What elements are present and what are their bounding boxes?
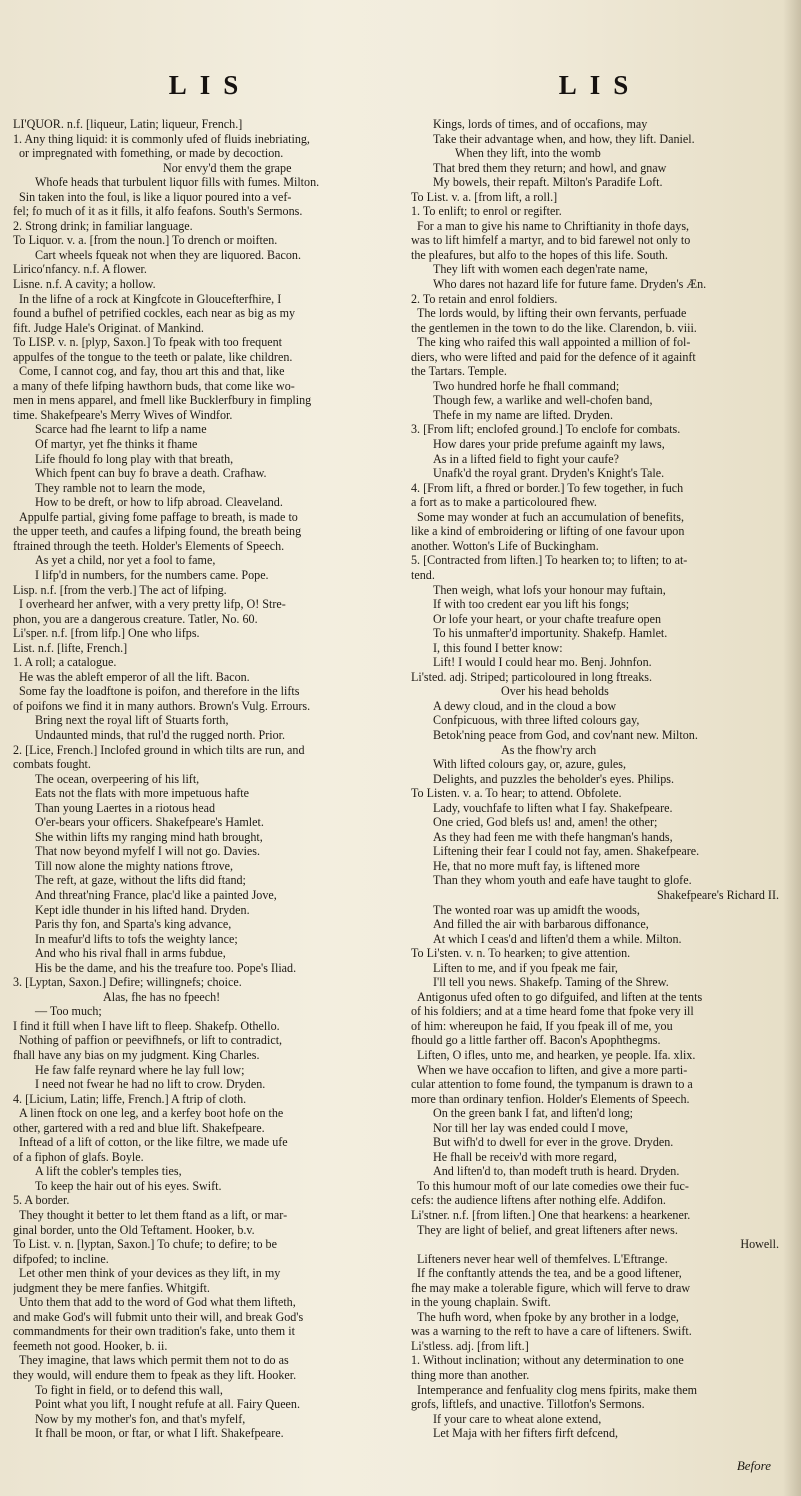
text-line: To LISP. v. n. [ƿlyƿ, Saxon.] To fpeak with too frequent <box>13 335 283 350</box>
text-line: fel; fo much of it as it fills, it alfo feafons. South's Sermons. <box>13 204 303 219</box>
text-line: To his unmafter'd importunity. Shakefp. Hamlet. <box>433 626 668 641</box>
text-line: It fhall be moon, or ftar, or what I lift. Shakefpeare. <box>35 1426 284 1441</box>
text-line: was a warning to the reft to have a care of lifteners. Swift. <box>411 1324 692 1339</box>
text-line: I'll tell you news. Shakefp. Taming of the Shrew. <box>433 975 669 990</box>
text-line: the Tartars. Temple. <box>411 364 507 379</box>
text-line: and make God's will fubmit unto their will, and break God's <box>13 1309 304 1324</box>
text-line: Let Maja with her fifters firft defcend, <box>433 1426 619 1441</box>
text-line: The hufh word, when fpoke by any brother in a lodge, <box>417 1309 679 1324</box>
text-line: Nor envy'd them the grape <box>163 160 292 175</box>
text-line: Antigonus ufed often to go difguifed, and liften at the tents <box>417 989 703 1004</box>
text-line: They lift with women each degen'rate name, <box>433 262 648 277</box>
text-line: of a fiphon of glafs. Boyle. <box>13 1149 144 1164</box>
text-line: His be the dame, and his the treafure too. Pope's Iliad. <box>35 960 297 975</box>
text-line: To this humour moft of our late comedies owe their fuc- <box>417 1178 689 1193</box>
text-line: Confpicuous, with three lifted colours gay, <box>433 713 640 728</box>
text-line: fhe may make a tolerable figure, which will ferve to draw <box>411 1280 691 1295</box>
text-line: Inftead of a lift of cotton, or the like filtre, we made ufe <box>19 1135 288 1150</box>
text-line: Cart wheels fqueak not when they are liquored. Bacon. <box>35 247 301 262</box>
text-line: phon, you are a dangerous creature. Tatler, No. 60. <box>13 611 258 626</box>
text-line: Till now alone the mighty nations ftrove, <box>35 858 234 873</box>
text-line: Liricoʹnfancy. n.f. A flower. <box>13 262 147 277</box>
text-line: another. Wotton's Life of Buckingham. <box>411 538 599 553</box>
text-line: of poifons we find it in many authors. Brown's Vulg. Errours. <box>13 698 311 713</box>
left-column <box>13 117 393 1467</box>
text-line: Of martyr, yet fhe thinks it fhame <box>35 437 198 452</box>
text-line: time. Shakefpeare's Merry Wives of Windfor. <box>13 407 233 422</box>
text-line: Howell. <box>740 1237 779 1252</box>
text-line: Than young Laertes in a riotous head <box>35 800 216 815</box>
text-line: Li'sper. n.f. [from lifp.] One who lifps. <box>13 626 200 641</box>
text-line: Then weigh, what lofs your honour may fuftain, <box>433 582 666 597</box>
text-line: Kings, lords of times, and of occafions, may <box>433 117 648 131</box>
text-line: I, this found I better know: <box>433 640 563 655</box>
text-line: 5. A border. <box>13 1193 70 1208</box>
text-line: Nothing of paffion or peevifhnefs, or lift to contradict, <box>19 1033 283 1048</box>
text-line: found a bufhel of petrified cockles, each near as big as my <box>13 306 296 321</box>
text-line: As in a lifted field to fight your caufe? <box>433 451 620 466</box>
text-line: Unto them that add to the word of God what them lifteth, <box>19 1295 296 1310</box>
text-line: The king who raifed this wall appointed a million of fol- <box>417 335 691 350</box>
text-line: 4. [Licium, Latin; liffe, French.] A ftrip of cloth. <box>13 1091 247 1106</box>
text-line: commandments for their own tradition's fake, unto them it <box>13 1324 295 1339</box>
text-line: Scarce had fhe learnt to lifp a name <box>35 422 207 437</box>
text-line: 1. Without inclination; without any determination to one <box>411 1353 684 1368</box>
text-line: He, that no more muft fay, is liftened more <box>433 858 640 873</box>
text-line: combats fought. <box>13 757 91 772</box>
running-header-right: LIS <box>558 70 642 100</box>
text-line: Who dares not hazard life for future fame. Dryden's Æn. <box>433 277 707 292</box>
text-line: Sin taken into the foul, is like a liquor poured into a vef- <box>19 189 292 204</box>
text-line: more than ordinary tenfion. Holder's Elements of Speech. <box>411 1091 690 1106</box>
text-line: And who his rival fhall in arms fubdue, <box>35 946 226 961</box>
text-line: Now by my mother's fon, and that's myfelf, <box>35 1411 246 1426</box>
text-line: Lady, vouchfafe to liften what I fay. Shakefpeare. <box>433 800 673 815</box>
text-line: O'er-bears your officers. Shakefpeare's Hamlet. <box>35 815 264 830</box>
text-line: He faw falfe reynard where he lay full low; <box>35 1062 245 1077</box>
text-line: Take their advantage when, and how, they lift. Daniel. <box>433 131 695 146</box>
text-line: They are light of belief, and great lifteners after news. <box>417 1222 678 1237</box>
text-line: The reft, at gaze, without the lifts did ftand; <box>35 873 246 888</box>
text-line: Delights, and puzzles the beholder's eyes. Philips. <box>433 771 674 786</box>
text-line: Betok'ning peace from God, and cov'nant new. Milton. <box>433 727 698 742</box>
text-line: Bring next the royal lift of Stuarts forth, <box>35 713 229 728</box>
text-line: Over his head beholds <box>501 684 609 699</box>
text-line: If your care to wheat alone extend, <box>433 1411 602 1426</box>
text-line: cefs: the audience liftens after nothing elfe. Addifon. <box>411 1193 666 1208</box>
text-line: To Li'sten. v. n. To hearken; to give attention. <box>411 946 631 961</box>
text-line: With lifted colours gay, or, azure, gules, <box>433 757 627 772</box>
text-line: Lift! I would I could hear mo. Benj. Johnfon. <box>433 655 652 670</box>
text-line: But wifh'd to dwell for ever in the grove. Dryden. <box>433 1135 674 1150</box>
text-line: the upper teeth, and caufes a lifping found, the breath being <box>13 524 302 539</box>
text-line: thing more than another. <box>411 1368 530 1383</box>
text-line: 1. A roll; a catalogue. <box>13 655 117 670</box>
text-line: Which fpent can buy fo brave a death. Crafhaw. <box>35 466 267 481</box>
text-line: other, gartered with a red and blue lift. Shakefpeare. <box>13 1120 265 1135</box>
text-line: 1. To enlift; to enrol or regifter. <box>411 204 562 219</box>
text-line: Undaunted minds, that rul'd the rugged north. Prior. <box>35 727 286 742</box>
text-line: ginal border, unto the Old Teftament. Hooker, b.v. <box>13 1222 255 1237</box>
text-line: He fhall be receiv'd with more regard, <box>433 1149 617 1164</box>
text-line: That now beyond myfelf I will not go. Davies. <box>35 844 261 859</box>
text-line: like a kind of embroidering or lifting of one favour upon <box>411 524 685 539</box>
text-line: If fhe conftantly attends the tea, and be a good liftener, <box>417 1266 682 1281</box>
text-line: When we have occafion to liften, and give a more parti- <box>417 1062 688 1077</box>
text-line: Kept idle thunder in his lifted hand. Dryden. <box>35 902 250 917</box>
text-line: Li'sted. adj. Striped; particoloured in long ftreaks. <box>411 669 652 684</box>
text-line: Eats not the flats with more impetuous hafte <box>35 786 249 801</box>
text-line: Than they whom youth and eafe have taught to glofe. <box>433 873 692 888</box>
text-line: 3. [Lyƿtan, Saxon.] Defire; willingnefs; choice. <box>13 975 242 990</box>
text-line: Some may wonder at fuch an accumulation of benefits, <box>417 509 684 524</box>
text-line: To List. v. n. [lyƿtan, Saxon.] To chufe; to defire; to be <box>13 1237 277 1252</box>
text-line: On the green bank I fat, and liften'd long; <box>433 1106 633 1121</box>
text-line: the pleafures, but alfo to the hopes of this life. South. <box>411 247 668 262</box>
text-line: He was the ableft emperor of all the lift. Bacon. <box>19 669 250 684</box>
text-line: Two hundred horfe he fhall command; <box>433 378 620 393</box>
text-line: they would, will endure them to fpeak as they lift. Hooker. <box>13 1368 297 1383</box>
text-line: Lisp. n.f. [from the verb.] The act of lifping. <box>13 582 227 597</box>
text-line: tend. <box>411 567 435 582</box>
text-line: As yet a child, nor yet a fool to fame, <box>35 553 216 568</box>
text-line: Appulfe partial, giving fome paffage to breath, is made to <box>19 509 298 524</box>
text-line: diers, who were lifted and paid for the defence of it againft <box>411 349 696 364</box>
text-line: My bowels, their repaft. Milton's Paradife Loft. <box>433 175 663 190</box>
text-line: When they lift, into the womb <box>455 146 601 161</box>
catchword: Before <box>736 1458 771 1473</box>
text-line: Thefe in my name are lifted. Dryden. <box>433 407 613 422</box>
text-line: difpofed; to incline. <box>13 1251 109 1266</box>
text-line: Liften, O ifles, unto me, and hearken, ye people. Ifa. xlix. <box>417 1048 696 1062</box>
text-line: The wonted roar was up amidft the woods, <box>433 902 640 917</box>
text-line: Though few, a warlike and well-chofen band, <box>433 393 653 408</box>
text-line: 4. [From lift, a fhred or border.] To few together, in fuch <box>411 480 684 495</box>
text-line: If with too credent ear you lift his fongs; <box>433 597 630 612</box>
text-line: Shakefpeare's Richard II. <box>656 887 779 902</box>
text-line: 2. [Lice, French.] Inclofed ground in which tilts are run, and <box>13 742 305 757</box>
text-line: To fight in field, or to defend this wall, <box>35 1382 223 1397</box>
text-line: Lifteners never hear well of themfelves. L'Eftrange. <box>417 1251 668 1266</box>
text-line: And threat'ning France, plac'd like a painted Jove, <box>35 887 277 902</box>
text-line: Life fhould fo long play with that breath, <box>35 451 234 466</box>
text-line: cular attention to fome found, the tympanum is drawn to a <box>411 1077 693 1092</box>
text-line: appulfes of the tongue to the teeth or palate, like children. <box>13 349 293 364</box>
text-line: a many of thefe lifping hawthorn buds, that come like wo- <box>13 378 295 393</box>
text-line: The lords would, by lifting their own fervants, perfuade <box>417 306 687 321</box>
text-line: As they had feen me with thefe hangman's hands, <box>433 829 673 844</box>
text-line: 2. To retain and enrol foldiers. <box>411 291 558 306</box>
text-line: To Listen. v. a. To hear; to attend. Obfolete. <box>411 786 622 801</box>
text-line: One cried, God blefs us! and, amen! the other; <box>433 815 658 830</box>
text-line: Let other men think of your devices as they lift, in my <box>19 1266 281 1281</box>
text-line: And liften'd to, than modeft truth is heard. Dryden. <box>433 1164 680 1179</box>
text-line: How to be dreft, or how to lifp abroad. Cleaveland. <box>35 495 283 510</box>
text-line: I lifp'd in numbers, for the numbers came. Pope. <box>35 567 269 582</box>
text-line: of him: whereupon he faid, If you fpeak ill of me, you <box>411 1018 673 1033</box>
text-line: Whofe heads that turbulent liquor fills with fumes. Milton. <box>35 175 320 190</box>
text-line: Paris thy fon, and Sparta's king advance, <box>35 917 232 932</box>
text-line: feemeth not good. Hooker, b. ii. <box>13 1338 168 1353</box>
text-line: I need not fwear he had no lift to crow. Dryden. <box>35 1077 266 1092</box>
text-line: They ramble not to learn the mode, <box>35 480 206 495</box>
text-line: or impregnated with fomething, or made by decoction. <box>19 146 284 161</box>
text-line: That bred them they return; and howl, and gnaw <box>433 160 667 175</box>
text-line: And filled the air with barbarous diffonance, <box>433 917 649 932</box>
text-line: Come, I cannot cog, and fay, thou art this and that, like <box>19 364 285 379</box>
text-line: I overheard her anfwer, with a very pretty lifp, O! Stre- <box>19 597 286 612</box>
right-column <box>411 117 787 1467</box>
text-line: In meafur'd lifts to tofs the weighty lance; <box>35 931 238 946</box>
text-line: At which I ceas'd and liften'd them a while. Milton. <box>433 931 682 946</box>
text-line: Intemperance and fenfuality clog mens fpirits, make them <box>417 1382 698 1397</box>
text-line: LI'QUOR. n.f. [liqueur, Latin; liqueur, French.] <box>13 117 243 131</box>
text-line: of his foldiers; and at a time heard fome that fpoke very ill <box>411 1004 694 1019</box>
text-line: Alas, fhe has no fpeech! <box>103 989 221 1004</box>
text-line: To keep the hair out of his eyes. Swift. <box>35 1178 222 1193</box>
text-line: 3. [From lift; enclofed ground.] To enclofe for combats. <box>411 422 681 437</box>
text-line: judgment they be mere fanfies. Whitgift. <box>13 1280 210 1295</box>
text-line: She within lifts my ranging mind hath brought, <box>35 829 263 844</box>
text-line: In the lifne of a rock at Kingfcote in Gloucefterfhire, I <box>19 291 282 306</box>
text-line: 2. Strong drink; in familiar language. <box>13 218 193 233</box>
text-line: A linen ftock on one leg, and a kerfey boot hofe on the <box>19 1106 284 1121</box>
text-line: ftrained through the teeth. Holder's Elements of Speech. <box>13 538 285 553</box>
text-line: How dares your pride prefume againft my laws, <box>433 437 665 452</box>
text-line: Unafk'd the royal grant. Dryden's Knight's Tale. <box>433 466 665 481</box>
text-line: a fort as to make a particoloured fhew. <box>411 495 597 510</box>
text-line: Liften to me, and if you fpeak me fair, <box>433 960 618 975</box>
text-line: They thought it better to let them ftand as a lift, or mar- <box>19 1208 288 1223</box>
text-line: To Liquor. v. a. [from the noun.] To drench or moiften. <box>13 233 278 248</box>
text-line: fhould go a little farther off. Bacon's Apophthegms. <box>411 1033 661 1048</box>
text-line: Point what you lift, I nought refufe at all. Fairy Queen. <box>35 1397 300 1412</box>
text-line: Or lofe your heart, or your chafte treafure open <box>433 611 661 626</box>
text-line: 5. [Contracted from liften.] To hearken to; to liften; to at- <box>411 553 688 568</box>
text-line: Li'stner. n.f. [from liften.] One that hearkens: a hearkener. <box>411 1208 691 1223</box>
text-line: For a man to give his name to Chriftianity in thofe days, <box>417 218 690 233</box>
text-line: Liftening their fear I could not fay, amen. Shakefpeare. <box>433 844 700 859</box>
text-line: To List. v. a. [from lift, a roll.] <box>411 189 558 204</box>
text-line: the gentlemen in the town to do the like. Clarendon, b. viii. <box>411 320 697 335</box>
text-line: fhall have any bias on my judgment. King Charles. <box>13 1048 260 1062</box>
text-line: 1. Any thing liquid: it is commonly ufed of fluids inebriating, <box>13 131 310 146</box>
text-line: Li'stless. adj. [from lift.] <box>411 1338 529 1353</box>
text-line: As the fhow'ry arch <box>501 742 597 757</box>
text-line: A lift the cobler's temples ties, <box>35 1164 182 1179</box>
text-line: grofs, liftlefs, and unactive. Tillotfon's Sermons. <box>411 1397 645 1412</box>
text-line: A dewy cloud, and in the cloud a bow <box>433 698 617 713</box>
text-line: List. n.f. [lifte, French.] <box>13 640 128 655</box>
text-line: Lisne. n.f. A cavity; a hollow. <box>13 277 156 292</box>
text-line: — Too much; <box>35 1004 102 1019</box>
text-line: I find it ftill when I have lift to fleep. Shakefp. Othello. <box>13 1018 280 1033</box>
running-header-left: LIS <box>168 70 252 100</box>
text-line: fift. Judge Hale's Originat. of Mankind. <box>13 320 204 335</box>
text-line: Some fay the loadftone is poifon, and therefore in the lifts <box>19 684 300 699</box>
text-line: Nor till her lay was ended could I move, <box>433 1120 629 1135</box>
text-line: men in mens apparel, and fmell like Bucklerfbury in fimpling <box>13 393 312 408</box>
text-line: in the young chaplain. Swift. <box>411 1295 551 1310</box>
text-line: The ocean, overpeering of his lift, <box>35 771 200 786</box>
text-line: was to lift himfelf a martyr, and to bid farewel not only to <box>411 233 691 248</box>
text-line: They imagine, that laws which permit them not to do as <box>19 1353 289 1368</box>
